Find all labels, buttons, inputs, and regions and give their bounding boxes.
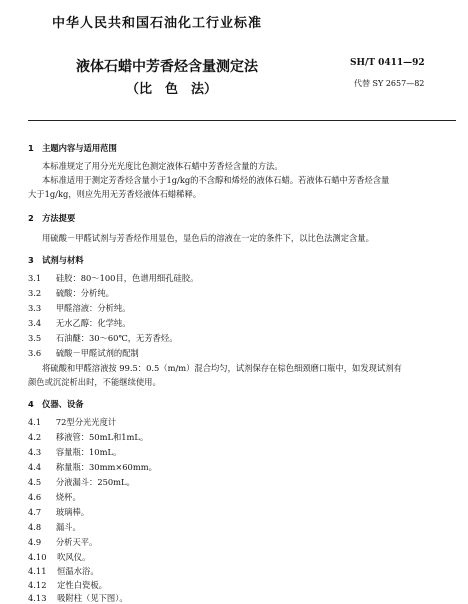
item-text: 烧杯。 [55, 492, 81, 502]
item-number: 3.6 [28, 348, 42, 358]
section-1-paragraph-1: 本标准规定了用分光光度比色测定液体石蜡中芳香烃含量的方法。 [42, 161, 283, 171]
item-number: 4.1 [28, 417, 42, 427]
item-text: 无水乙醇：化学纯。 [55, 318, 131, 328]
list-item-4-4 [28, 461, 157, 473]
item-number: 4.2 [28, 432, 42, 442]
item-number: 4.3 [28, 447, 42, 457]
list-item-4-1 [28, 416, 116, 428]
section-4-heading: 4 仪器、设备 [28, 399, 84, 409]
item-text: 定性白瓷板。 [57, 580, 107, 590]
item-text: 甲醛溶液：分析纯。 [55, 303, 131, 313]
item-text: 硫酸：分析纯。 [55, 288, 114, 298]
item-text: 72型分光光度计 [55, 417, 117, 427]
item-number: 3.5 [28, 333, 42, 343]
item-number: 4.5 [28, 477, 42, 487]
item-number: 4.4 [28, 462, 42, 472]
item-text: 吹风仪。 [57, 552, 91, 562]
section-1-paragraph-2: 本标准适用于测定芳香烃含量小于1g/kg的不含醇和烯烃的液体石蜡。若液体石蜡中芳香烃含量 [42, 175, 390, 185]
list-item-4-8 [28, 521, 81, 533]
section-2-heading: 2 方法提要 [28, 213, 76, 223]
list-item-3-5 [28, 332, 178, 344]
document-subtitle: （比 色 法） [126, 82, 218, 97]
list-item-3-2 [28, 287, 114, 299]
item-number: 3.1 [28, 273, 42, 283]
item-number: 4.8 [28, 522, 42, 532]
item-number: 4.7 [28, 507, 42, 517]
list-item-4-10 [28, 551, 90, 563]
list-item-4-2 [28, 431, 148, 443]
replaced-standard-code: 代替 SY 2657—82 [354, 79, 425, 88]
item-number: 4.11 [28, 566, 47, 576]
section-1-heading: 1 主题内容与适用范围 [28, 143, 117, 153]
standard-header: 中华人民共和国石油化工行业标准 [52, 16, 263, 31]
section-2-paragraph-1: 用硫酸－甲醛试剂与芳香烃作用显色，显色后的溶液在一定的条件下，以比色法测定含量。 [42, 233, 374, 243]
section-1-paragraph-3: 大于1g/kg，则应先用无芳香烃液体石蜡稀释。 [28, 189, 202, 199]
list-item-3-1 [28, 272, 198, 284]
list-item-3-4 [28, 317, 131, 329]
item-text: 石油醚：30～60℃，无芳香烃。 [55, 333, 178, 343]
item-number: 4.6 [28, 492, 42, 502]
item-number: 4.10 [28, 552, 47, 562]
header-divider [28, 120, 456, 121]
item-text: 漏斗。 [55, 522, 81, 532]
item-text: 分液漏斗：250mL。 [55, 477, 135, 487]
item-number: 4.9 [28, 537, 42, 547]
section-3-heading: 3 试剂与材料 [28, 255, 84, 265]
list-item-3-3 [28, 302, 131, 314]
item-number: 4.12 [28, 580, 47, 590]
item-text: 吸附柱（见下图）。 [57, 593, 128, 603]
item-text: 移液管：50mL和1mL。 [55, 432, 149, 442]
item-text: 分析天平。 [55, 537, 98, 547]
list-item-4-9 [28, 536, 97, 548]
list-item-4-5 [28, 476, 135, 488]
list-item-4-12 [28, 579, 107, 591]
item-number: 4.13 [28, 593, 47, 603]
item-text: 称量瓶：30mm×60mm。 [55, 462, 157, 472]
document-title: 液体石蜡中芳香烃含量测定法 [76, 59, 258, 75]
item-text: 硫酸－甲醛试剂的配制 [55, 348, 139, 358]
item-text: 恒温水浴。 [57, 566, 99, 576]
section-3-6-paragraph-2: 颜色或沉淀析出时，不能继续使用。 [28, 377, 161, 387]
list-item-3-6 [28, 347, 139, 359]
list-item-4-7 [28, 506, 89, 518]
list-item-4-6 [28, 491, 81, 503]
item-number: 3.4 [28, 318, 42, 328]
item-number: 3.3 [28, 303, 42, 313]
standard-code: SH/T 0411—92 [350, 58, 425, 68]
item-text: 玻璃棒。 [55, 507, 90, 517]
item-text: 硅胶：80～100目，色谱用细孔硅胶。 [55, 273, 199, 283]
list-item-4-11 [28, 565, 99, 577]
section-3-6-paragraph-1: 将硫酸和甲醛溶液按 99.5：0.5（m/m）混合均匀，试剂保存在棕色细颈磨口瓶中，如发现试剂有 [42, 363, 402, 373]
item-text: 容量瓶：10mL。 [55, 447, 122, 457]
list-item-4-3 [28, 446, 121, 458]
list-item-4-13 [28, 592, 128, 604]
item-number: 3.2 [28, 288, 42, 298]
